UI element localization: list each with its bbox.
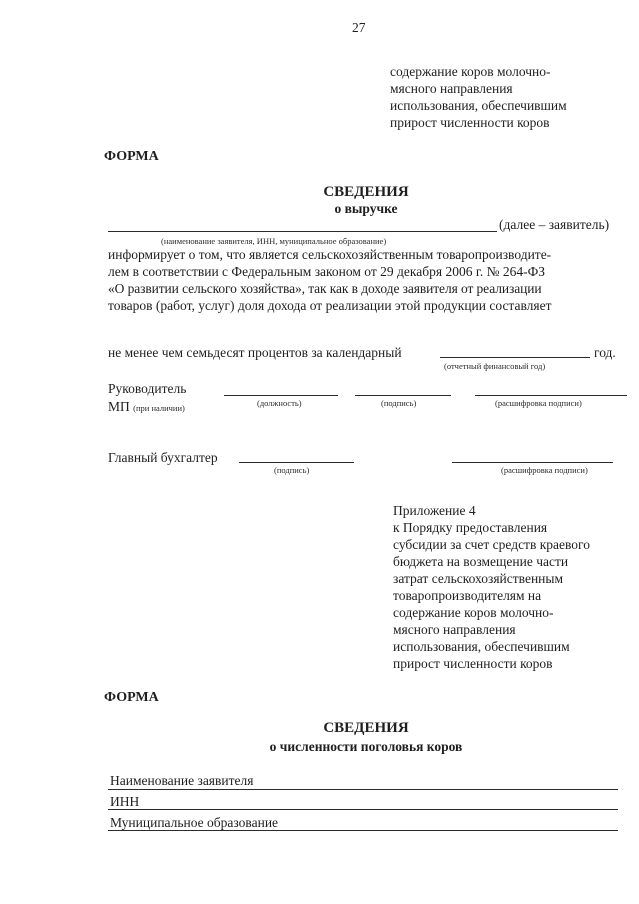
mp-note: (при наличии) (133, 403, 185, 413)
body-last-line: не менее чем семьдесят процентов за календарный (108, 345, 402, 360)
signature-line[interactable] (355, 395, 451, 396)
appendix4-line: прирост численности коров (393, 656, 553, 671)
appendix4-line: бюджета на возмещение части (393, 554, 569, 569)
mp-text: МП (108, 399, 130, 414)
accountant-signature-line[interactable] (239, 462, 354, 463)
accountant-label: Главный бухгалтер (108, 450, 218, 465)
accountant-signature-caption: (подпись) (274, 465, 310, 475)
body-line: информирует о том, что является сельскохозяйственным товаропроизводите- (108, 247, 552, 262)
form2-label: ФОРМА (104, 690, 159, 705)
field-applicant-name-line[interactable] (108, 789, 618, 790)
top-appendix-line: мясного направления (390, 81, 513, 96)
accountant-decoding-line[interactable] (452, 462, 613, 463)
appendix4-line: субсидии за счет средств краевого (393, 537, 590, 552)
appendix4-line: содержание коров молочно- (393, 605, 554, 620)
appendix4-line: использования, обеспечившим (393, 639, 570, 654)
appendix4-line: товаропроизводителям на (393, 588, 542, 603)
appendix4-line: затрат сельскохозяйственным (393, 571, 564, 586)
appendix4-line: мясного направления (393, 622, 516, 637)
form2-subtitle: о численности поголовья коров (269, 739, 463, 754)
decoding-caption: (расшифровка подписи) (495, 398, 582, 408)
applicant-name-line[interactable] (108, 231, 497, 232)
field-inn: ИНН (110, 794, 140, 809)
top-appendix-block (390, 63, 567, 131)
top-appendix-line: использования, обеспечившим (390, 98, 567, 113)
position-line[interactable] (224, 395, 338, 396)
form1-title: СВЕДЕНИЯ (323, 184, 409, 200)
head-label: Руководитель (108, 381, 187, 396)
applicant-suffix: (далее – заявитель) (499, 217, 610, 232)
position-caption: (должность) (257, 398, 302, 408)
body-line: лем в соответствии с Федеральным законом от 29 декабря 2006 г. № 264-ФЗ (108, 264, 546, 279)
accountant-decoding-caption: (расшифровка подписи) (501, 465, 588, 475)
decoding-line[interactable] (475, 395, 627, 396)
body-last-suffix: год. (594, 345, 616, 360)
top-appendix-line: прирост численности коров (390, 115, 550, 130)
field-applicant-name: Наименование заявителя (110, 773, 254, 788)
appendix4-line: Приложение 4 (393, 503, 476, 518)
signature-caption: (подпись) (381, 398, 417, 408)
reporting-year-line[interactable] (440, 357, 590, 358)
field-inn-line[interactable] (108, 809, 618, 810)
form1-subtitle: о выручке (334, 201, 398, 216)
period-caption: (отчетный финансовый год) (444, 361, 546, 371)
applicant-caption: (наименование заявителя, ИНН, муниципальное образование) (161, 236, 387, 246)
field-municipality-line[interactable] (108, 830, 618, 831)
mp-label (108, 398, 185, 415)
body-line: товаров (работ, услуг) доля дохода от реализации этой продукции составляет (108, 298, 552, 313)
form2-title: СВЕДЕНИЯ (323, 720, 409, 736)
field-municipality: Муниципальное образование (110, 815, 279, 830)
top-appendix-line: содержание коров молочно- (390, 64, 551, 79)
page-number: 27 (352, 20, 366, 35)
appendix4-line: к Порядку предоставления (393, 520, 548, 535)
form1-label: ФОРМА (104, 149, 159, 164)
body-line: «О развитии сельского хозяйства», так как в доходе заявителя от реализации (108, 281, 542, 296)
appendix4-block (393, 502, 590, 672)
form1-body (108, 246, 623, 314)
